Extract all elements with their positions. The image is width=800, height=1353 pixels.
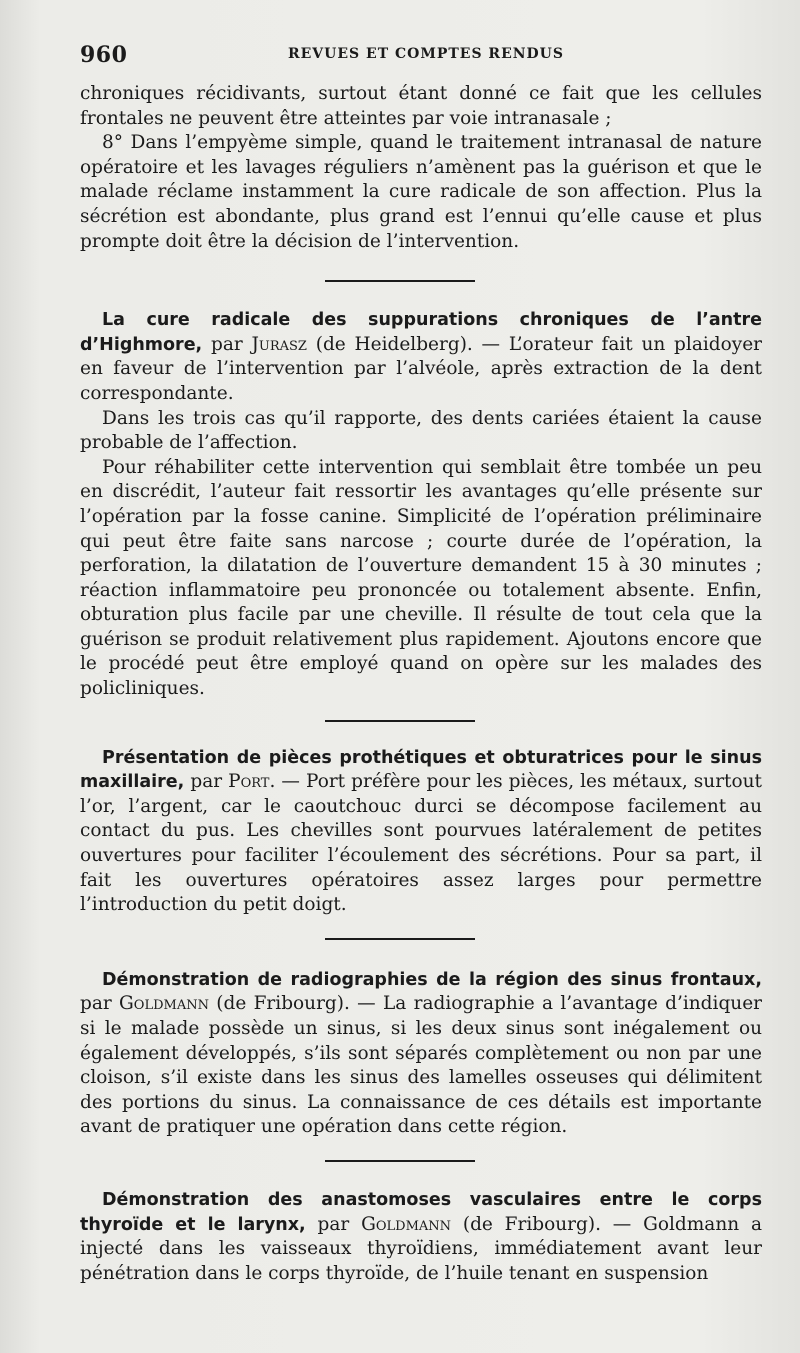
section-title: Présentation de pièces prothétiques et obturatrices pour le sinus maxillaire, (80, 747, 762, 793)
intro-paragraph-2: 8° Dans l’empyème simple, quand le traitement intranasal de nature opératoire et les lavages réguliers n’amènent pas la guérison et que le malade réclame instamment la cure radicale de son affection. Plus la sécrétion est abondante, plus grand est l’ennui qu’elle cause et plus prompte doit être la décision de l’intervention. (80, 132, 762, 252)
section-goldmann-anastomoses (80, 1188, 763, 1286)
section-title: Démonstration de radiographies de la région des sinus frontaux, (102, 969, 762, 990)
author-prefix: par (184, 771, 229, 793)
author-name: Goldmann (361, 1213, 452, 1235)
author-name: Jurasz (251, 333, 307, 355)
section-port (80, 746, 760, 918)
section-paragraph: Pour réhabiliter cette intervention qui semblait être tombée un peu en discrédit, l’auteur fait ressortir les avantages qu’elle présente sur l’opération par la fosse canine. Simplicité de l’opération préliminaire qui peut être faite sans narcose ; courte durée de l’opération, la perforation, la dilatation de l’ouverture demandent 15 à 30 minutes ; réaction inflammatoire peu prononcée ou totalement absente. Enfin, obturation plus facile par une cheville. Il résulte de tout cela que la guérison se produit relativement plus rapidement. Ajoutons encore que le procédé peut être employé quand on opère sur les malades des policliniques. (80, 456, 762, 700)
section-lead-text: (de Fribourg). — La radiographie a l’avantage d’indiquer si le malade possède un sinus, si les deux sinus sont inégalement ou également développés, s’ils sont séparés complètement ou non par une cloison, s’il existe dans les sinus des lamelles osseuses qui délimitent des portions du sinus. La connaissance de ces détails est importante avant de pratiquer une opération dans cette région. (80, 993, 762, 1138)
section-divider (325, 280, 475, 282)
author-prefix: par (80, 993, 120, 1015)
section-lead-text: . — Port préfère pour les pièces, les métaux, surtout l’or, l’argent, car le caoutchouc durci se décompose facilement au contact du pus. Les chevilles sont pourvues latéralement de petites ouvertures pour faciliter l’écoulement des sécrétions. Pour sa part, il fait les ouvertures opératoires assez larges pour permettre l’introduction du petit doigt. (80, 771, 762, 916)
section-lead-paragraph (80, 308, 762, 406)
section-jurasz (80, 308, 760, 702)
author-name: Goldmann (119, 993, 209, 1015)
section-goldmann-radiographies (80, 968, 760, 1140)
section-lead-paragraph (80, 1188, 762, 1286)
section-divider (325, 1160, 475, 1162)
author-prefix: par (305, 1213, 362, 1235)
section-lead-text: (de Fribourg). — Goldmann a injecté dans les vaisseaux thyroïdiens, immédiatement avant leur pénétration dans le corps thyroïde, de l’huile tenant en suspension (80, 1213, 763, 1284)
page-header (80, 38, 760, 82)
section-title: Démonstration des anastomoses vasculaires entre le corps thyroïde et le larynx, (80, 1189, 762, 1235)
section-lead-text: (de Heidelberg). — L’orateur fait un plaidoyer en faveur de l’intervention par l’alvéole, après extraction de la dent correspondante. (80, 333, 762, 404)
author-name: Port (228, 771, 270, 793)
author-prefix: par (202, 333, 252, 355)
section-divider (325, 720, 475, 722)
section-lead-paragraph (80, 746, 762, 918)
section-divider (325, 938, 475, 940)
intro-paragraph-1: chroniques récidivants, surtout étant donné ce fait que les cellules frontales ne peuvent être atteintes par voie intranasale ; (80, 83, 762, 129)
section-paragraph: Dans les trois cas qu’il rapporte, des dents cariées étaient la cause probable de l’affection. (80, 407, 762, 454)
page-number: 960 (80, 42, 128, 68)
section-lead-paragraph (80, 968, 762, 1140)
running-head: REVUES ET COMPTES RENDUS (288, 46, 564, 62)
section-title: La cure radicale des suppurations chroniques de l’antre d’Highmore, (80, 310, 762, 355)
